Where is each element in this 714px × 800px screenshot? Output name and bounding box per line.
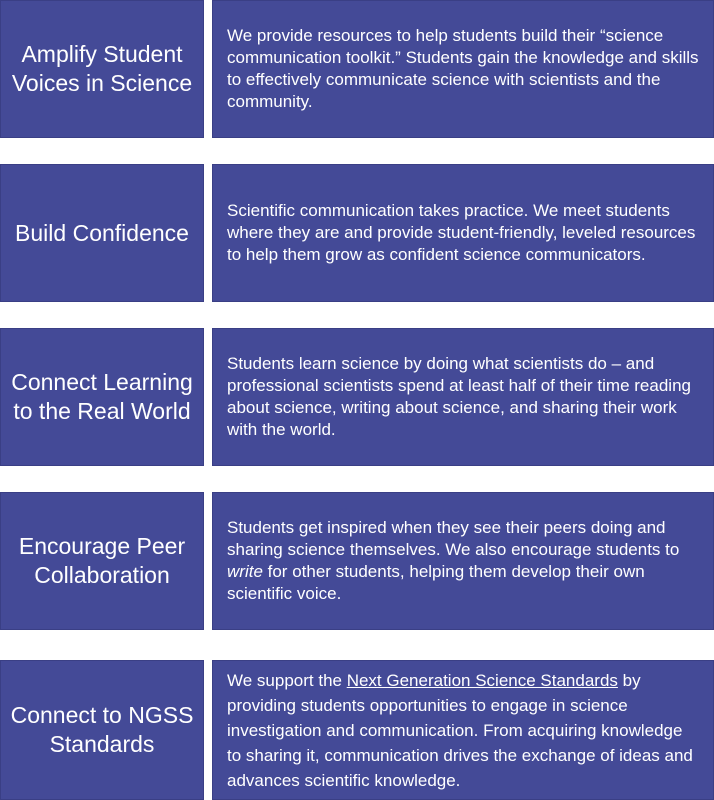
feature-row-ngss [0, 660, 714, 800]
feature-description: Students learn science by doing what scientists do – and professional scientists spend at least half of their time reading about science, writing about science, and sharing their work with the world. [227, 354, 691, 439]
feature-title: Build Confidence [15, 219, 189, 246]
description-text: Students get inspired when they see their peers doing and sharing science themselves. We also encourage students to [227, 518, 680, 559]
feature-description [213, 517, 713, 605]
feature-title: Amplify Student Voices in Science [11, 41, 193, 96]
feature-description-box [212, 0, 714, 138]
feature-row-confidence [0, 164, 714, 302]
emphasized-word: write [227, 562, 263, 581]
feature-description-box [212, 492, 714, 630]
feature-description-box [212, 328, 714, 466]
feature-title-box [0, 0, 204, 138]
feature-description-box [212, 164, 714, 302]
feature-row-amplify [0, 0, 714, 138]
feature-row-peer-collaboration [0, 492, 714, 630]
feature-title-box [0, 492, 204, 630]
feature-title-box [0, 164, 204, 302]
feature-row-real-world [0, 328, 714, 466]
feature-description-box [212, 660, 714, 800]
feature-title-box [0, 660, 204, 800]
feature-title: Connect Learning to the Real World [11, 369, 193, 424]
description-text: by providing students opportunities to engage in science investigation and communication. From acquiring knowledge to sharing it, communication drives the exchange of ideas and advances scientific knowledge. [227, 670, 693, 790]
description-text: We support the [227, 670, 347, 690]
feature-description: Scientific communication takes practice. We meet students where they are and provide student-friendly, leveled resources to help them grow as confident science communicators. [227, 201, 696, 264]
description-text: for other students, helping them develop their own scientific voice. [227, 562, 645, 603]
ngss-link[interactable]: Next Generation Science Standards [346, 670, 618, 690]
feature-title-box [0, 328, 204, 466]
feature-description: We provide resources to help students build their “science communication toolkit.” Students gain the knowledge and skills to effectively communicate science with scientists and the community. [227, 26, 699, 111]
feature-title: Encourage Peer Collaboration [18, 533, 186, 588]
feature-description [213, 668, 713, 793]
feature-title: Connect to NGSS Standards [10, 702, 194, 757]
